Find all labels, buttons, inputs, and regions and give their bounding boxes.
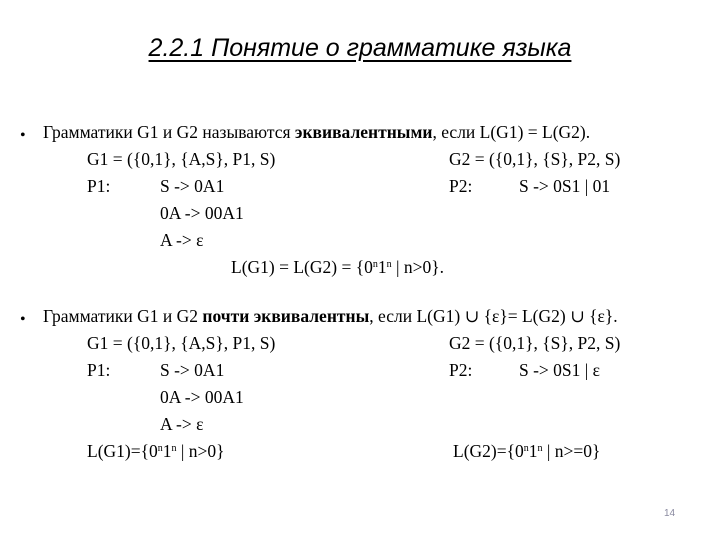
block2-p1-rule-2: 0A -> 00A1 — [160, 387, 244, 407]
block2-lang1-b: 1 — [162, 441, 172, 461]
block2-g1-definition: G1 = ({0,1}, {A,S}, P1, S) — [87, 333, 276, 353]
block2-lang2-a: L(G2)={0 — [453, 441, 524, 461]
block2-language-g2 — [453, 440, 600, 462]
block1-lang-sup-2: n — [386, 259, 392, 270]
block2-lang1-sup-2: n — [171, 443, 177, 454]
block2-language-g1 — [87, 440, 225, 462]
block1-lang-b: 1 — [377, 257, 387, 277]
block2-lang2-c: | n>=0} — [542, 441, 601, 461]
block2-g2-definition: G2 = ({0,1}, {S}, P2, S) — [449, 333, 621, 353]
block2-p1-label: P1: — [87, 360, 111, 380]
block1-text-b: , если L(G1) = L(G2). — [432, 122, 591, 142]
block1-p2-rule-1: S -> 0S1 | 01 — [519, 176, 611, 196]
bullet-2: • — [20, 311, 26, 328]
block2-lang1-sup-1: n — [157, 443, 163, 454]
block1-p1-rule-1: S -> 0A1 — [160, 176, 225, 196]
block1-text-a: Грамматики G1 и G2 называются — [43, 122, 295, 142]
block2-bold-term: почти эквивалентны — [202, 306, 370, 326]
slide-title: 2.2.1 Понятие о грамматике языка — [148, 34, 572, 62]
block1-language-equation — [231, 256, 444, 278]
block1-p1-rule-2: 0A -> 00A1 — [160, 203, 244, 223]
block1-p2-label: P2: — [449, 176, 473, 196]
block2-lang2-sup-2: n — [537, 443, 543, 454]
block2-p1-rule-3: A -> ε — [160, 414, 204, 434]
block2-p2-label: P2: — [449, 360, 473, 380]
block1-g2-definition: G2 = ({0,1}, {S}, P2, S) — [449, 149, 621, 169]
block2-lang2-sup-1: n — [523, 443, 529, 454]
bullet-1: • — [20, 127, 26, 144]
block2-lang2-b: 1 — [528, 441, 538, 461]
block2-lang1-a: L(G1)={0 — [87, 441, 158, 461]
block1-p1-rule-3: A -> ε — [160, 230, 204, 250]
block1-p1-label: P1: — [87, 176, 111, 196]
block1-lang-a: L(G1) = L(G2) = {0 — [231, 257, 373, 277]
block2-lang1-c: | n>0} — [176, 441, 225, 461]
block2-p2-rule-1: S -> 0S1 | ε — [519, 360, 601, 380]
block2-text-a: Грамматики G1 и G2 — [43, 306, 203, 326]
block1-bold-term: эквивалентными — [294, 122, 433, 142]
block1-lang-c: | n>0}. — [391, 257, 445, 277]
block1-definition-line — [43, 121, 590, 143]
block2-definition-line — [43, 305, 618, 327]
block1-g1-definition: G1 = ({0,1}, {A,S}, P1, S) — [87, 149, 276, 169]
block1-lang-sup-1: n — [372, 259, 378, 270]
block2-p1-rule-1: S -> 0A1 — [160, 360, 225, 380]
block2-text-b: , если L(G1) ∪ {ε}= L(G2) ∪ {ε}. — [369, 306, 618, 326]
slide-number: 14 — [664, 508, 676, 519]
